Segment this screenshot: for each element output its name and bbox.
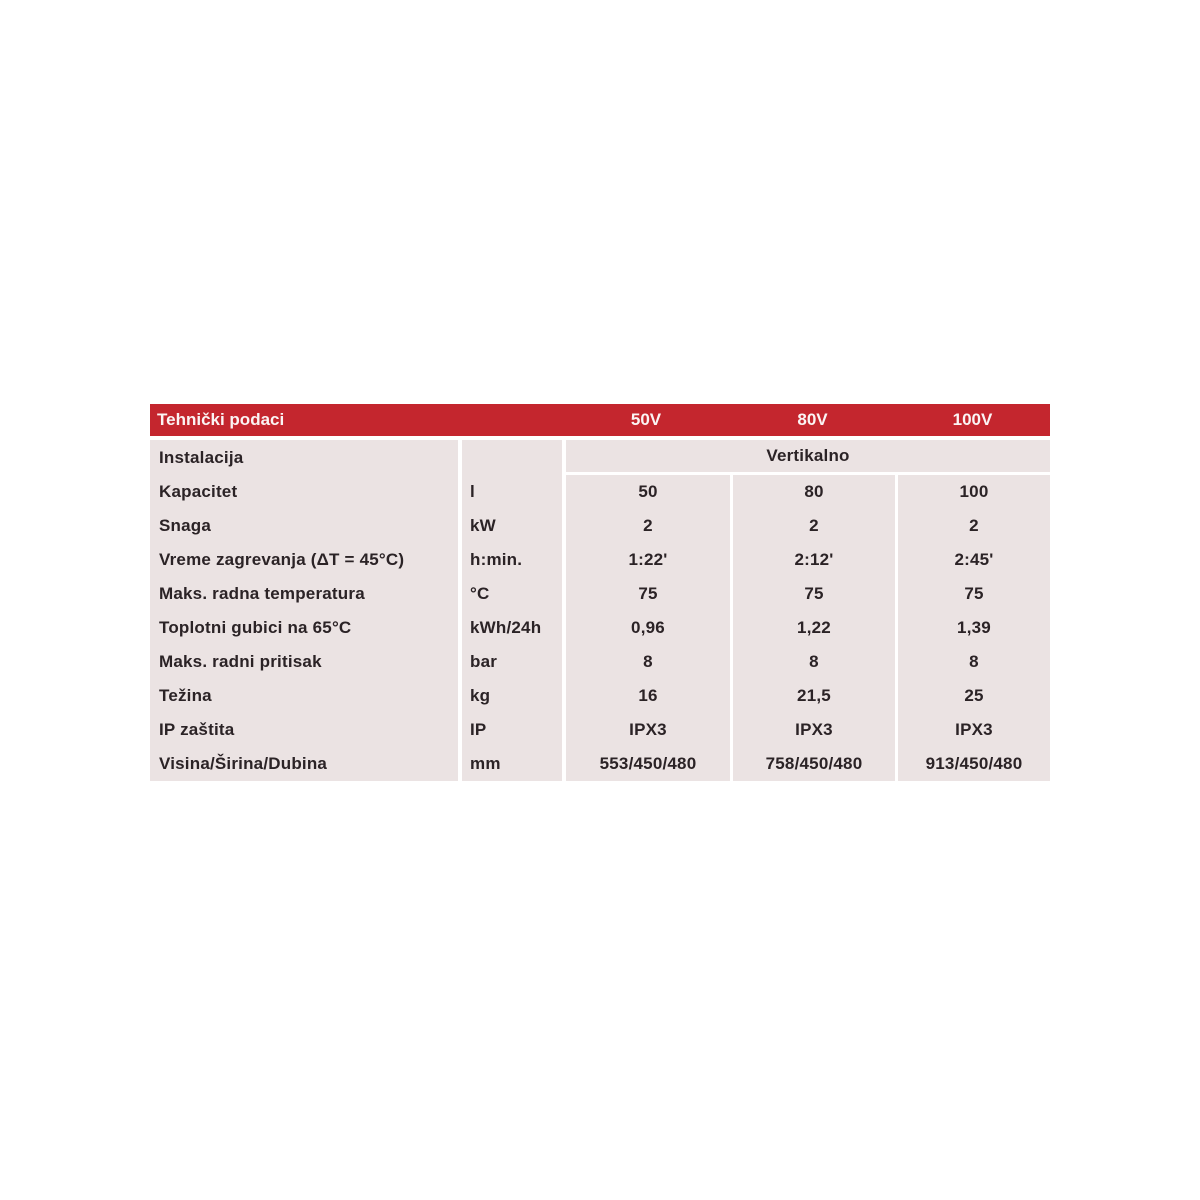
row-value-50v: 2 xyxy=(562,509,730,543)
row-value-80v: 21,5 xyxy=(730,679,895,713)
row-value-50v: 50 xyxy=(562,475,730,509)
row-value-80v: 2:12' xyxy=(730,543,895,577)
row-value-80v: 1,22 xyxy=(730,611,895,645)
table-row xyxy=(150,679,1050,713)
row-label: Maks. radni pritisak xyxy=(159,652,322,671)
table-header xyxy=(150,404,1050,440)
row-value-100v: 75 xyxy=(895,577,1050,611)
table-row xyxy=(150,543,1050,577)
row-value-80v: 2 xyxy=(730,509,895,543)
row-value-50v: 553/450/480 xyxy=(562,747,730,781)
table-row xyxy=(150,611,1050,645)
row-value-100v: 2:45' xyxy=(895,543,1050,577)
row-value-50v: 8 xyxy=(562,645,730,679)
header-model-100v: 100V xyxy=(895,404,1050,440)
row-label: Visina/Širina/Dubina xyxy=(159,754,328,773)
row-unit: IP xyxy=(458,713,562,747)
row-value-100v: 25 xyxy=(895,679,1050,713)
row-label: Maks. radna temperatura xyxy=(159,584,365,603)
row-label: Kapacitet xyxy=(159,482,238,501)
row-unit: mm xyxy=(458,747,562,781)
row-label: Snaga xyxy=(159,516,212,535)
row-label: Vreme zagrevanja (ΔT = 45°C) xyxy=(159,550,405,569)
row-unit: h:min. xyxy=(458,543,562,577)
table-row xyxy=(150,577,1050,611)
installation-value: Vertikalno xyxy=(562,440,1050,475)
row-value-80v: 80 xyxy=(730,475,895,509)
row-value-80v: 758/450/480 xyxy=(730,747,895,781)
table-row xyxy=(150,713,1050,747)
row-unit xyxy=(458,440,562,475)
row-value-50v: 16 xyxy=(562,679,730,713)
technical-data-table xyxy=(150,404,1050,781)
row-unit: kW xyxy=(458,509,562,543)
row-label: Instalacija xyxy=(159,447,244,467)
row-value-100v: 1,39 xyxy=(895,611,1050,645)
row-value-80v: IPX3 xyxy=(730,713,895,747)
table-row xyxy=(150,645,1050,679)
row-value-100v: IPX3 xyxy=(895,713,1050,747)
header-unit-cell xyxy=(458,404,562,440)
row-value-50v: 1:22' xyxy=(562,543,730,577)
header-model-80v: 80V xyxy=(730,404,895,440)
row-label: IP zaštita xyxy=(159,720,235,739)
row-value-50v: IPX3 xyxy=(562,713,730,747)
table-row xyxy=(150,475,1050,509)
header-model-50v: 50V xyxy=(562,404,730,440)
row-unit: kWh/24h xyxy=(458,611,562,645)
row-value-50v: 0,96 xyxy=(562,611,730,645)
row-label: Težina xyxy=(159,686,212,705)
table-body xyxy=(150,440,1050,781)
row-unit: l xyxy=(458,475,562,509)
table-row xyxy=(150,747,1050,781)
header-row xyxy=(150,404,1050,440)
row-value-80v: 75 xyxy=(730,577,895,611)
row-unit: bar xyxy=(458,645,562,679)
row-value-100v: 2 xyxy=(895,509,1050,543)
table-row-installation xyxy=(150,440,1050,475)
row-label: Toplotni gubici na 65°C xyxy=(159,618,352,637)
table-row xyxy=(150,509,1050,543)
table-title: Tehnički podaci xyxy=(150,404,458,440)
row-value-100v: 8 xyxy=(895,645,1050,679)
row-value-50v: 75 xyxy=(562,577,730,611)
row-unit: °C xyxy=(458,577,562,611)
row-unit: kg xyxy=(458,679,562,713)
row-value-80v: 8 xyxy=(730,645,895,679)
row-value-100v: 913/450/480 xyxy=(895,747,1050,781)
row-value-100v: 100 xyxy=(895,475,1050,509)
